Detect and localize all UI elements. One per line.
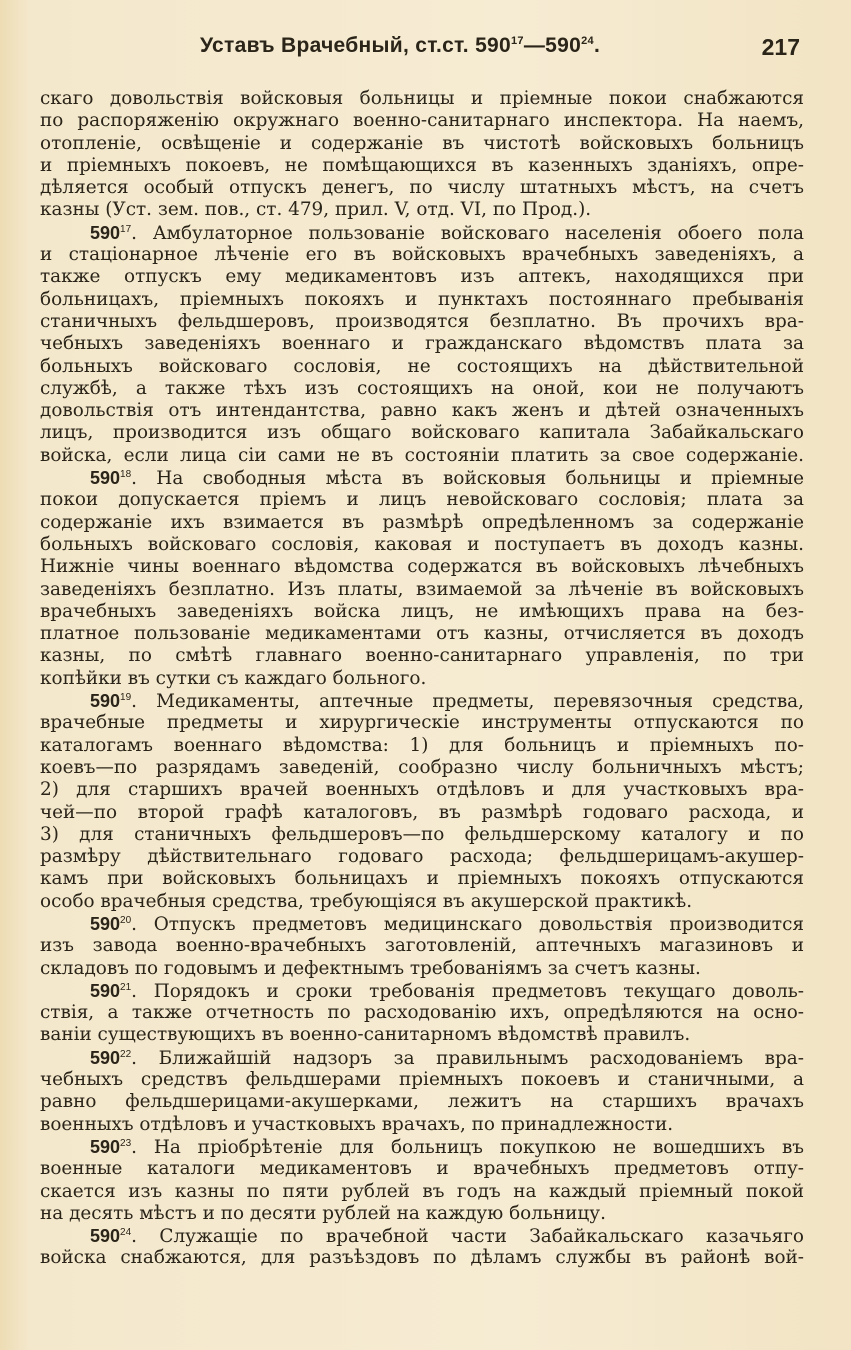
- article-number-sup: 20: [120, 914, 132, 926]
- text-line: [40, 289, 804, 311]
- line-text: врачебныхъ заведеніяхъ войска лицъ, не имѣющихъ права на без-: [40, 600, 804, 622]
- article-number-base: 590: [90, 1136, 121, 1157]
- article-start-line: [40, 1047, 804, 1069]
- text-line: [40, 1069, 804, 1091]
- line-text: чебныхъ заведеніяхъ военнаго и гражданскаго вѣдомствъ плата за: [40, 333, 804, 355]
- text-line: [40, 735, 804, 757]
- line-text: заведеніяхъ безплатно. Изъ платы, взимаемой за лѣченіе въ войсковыхъ: [40, 578, 804, 600]
- article-number-base: 590: [90, 222, 121, 243]
- article-number-sup: 17: [120, 223, 132, 235]
- text-line: [40, 199, 804, 221]
- text-line: [40, 356, 804, 378]
- text-line: [40, 445, 804, 467]
- article-number: [90, 691, 131, 711]
- article-number-base: 590: [90, 468, 121, 489]
- article-number-sup: 22: [120, 1048, 132, 1060]
- line-text: ствія, а также отчетность по расходованію ихъ, опредѣляются на осно-: [40, 1002, 804, 1024]
- line-text: . Отпускъ предметовъ медицинскаго довольствія производится: [131, 913, 804, 935]
- line-text: 3) для станичныхъ фельдшеровъ—по фельдшерскому каталогу и по: [40, 823, 804, 845]
- line-text: войска снабжаются, для разъѣздовъ по дѣламъ службы въ районѣ вой-: [40, 1247, 804, 1269]
- line-text: дѣляется особый отпускъ денегъ, по числу штатныхъ мѣстъ, на счетъ: [40, 177, 804, 199]
- text-line: [40, 868, 804, 890]
- line-text: станичныхъ фельдшеровъ, производятся безплатно. Въ прочихъ вра-: [40, 310, 804, 332]
- text-line: [40, 757, 804, 779]
- line-text: коевъ—по разрядамъ заведеній, сообразно числу больничныхъ мѣстъ;: [40, 756, 804, 778]
- article-number-sup: 21: [120, 981, 132, 993]
- line-text: 2) для старшихъ врачей военныхъ отдѣловъ и для участковыхъ вра-: [40, 779, 804, 801]
- line-text: также отпускъ ему медикаментовъ изъ аптекъ, находящихся при: [40, 266, 804, 288]
- text-line: [40, 779, 804, 801]
- line-text: равно фельдшерицами-акушерками, лежитъ на старшихъ врачахъ: [40, 1091, 804, 1113]
- body-text: [40, 88, 804, 1270]
- text-line: [40, 579, 804, 601]
- text-line: [40, 1247, 804, 1269]
- article-number-sup: 18: [120, 469, 132, 481]
- text-line: [40, 1203, 804, 1225]
- article-number-base: 590: [90, 691, 121, 712]
- line-text: Нижніе чины военнаго вѣдомства содержатся въ войсковыхъ лѣчебныхъ: [40, 556, 804, 578]
- article-number-base: 590: [90, 980, 121, 1001]
- article-number: [90, 223, 131, 243]
- text-line: [40, 88, 804, 110]
- article-number-sup: 24: [120, 1227, 132, 1239]
- text-line: [40, 824, 804, 846]
- article-number-base: 590: [90, 913, 121, 934]
- article-number: [90, 1226, 131, 1246]
- running-title-text: Уставъ Врачебный, ст.ст. 590: [200, 34, 512, 57]
- text-line: [40, 110, 804, 132]
- article-number-sup: 23: [120, 1137, 132, 1149]
- line-text: скается изъ казны по пяти рублей въ годъ на каждый пріемный покой: [40, 1180, 804, 1202]
- line-text: службѣ, а также тѣхъ изъ состоящихъ на оной, кои не получаютъ: [40, 377, 804, 399]
- text-line: [40, 534, 804, 556]
- line-text: больныхъ войсковаго сословія, каковая и поступаетъ въ доходъ казны.: [40, 533, 804, 555]
- running-title-range: —590: [523, 34, 582, 57]
- text-line: [40, 489, 804, 511]
- text-line: [40, 958, 804, 980]
- text-line: [40, 935, 804, 957]
- line-text: изъ завода военно-врачебныхъ заготовленій, аптечныхъ магазиновъ и: [40, 935, 804, 957]
- line-text: особо врачебныя средства, требующіяся въ акушерской практикѣ.: [40, 890, 693, 912]
- line-text: по распоряженію окружнаго военно-санитарнаго инспектора. На наемъ,: [40, 110, 804, 132]
- line-text: и стаціонарное лѣченіе его въ войсковыхъ врачебныхъ заведеніяхъ, а: [40, 244, 804, 266]
- line-text: копѣйки въ сутки съ каждаго больного.: [40, 667, 427, 689]
- line-text: лицъ, производится изъ общаго войсковаго капитала Забайкальскаго: [40, 422, 804, 444]
- article-number: [90, 1137, 131, 1157]
- article-number: [90, 1048, 131, 1068]
- text-line: [40, 645, 804, 667]
- line-text: на десять мѣстъ и по десяти рублей на каждую больницу.: [40, 1202, 606, 1224]
- article-start-line: [40, 980, 804, 1002]
- line-text: казны (Уст. зем. пов., ст. 479, прил. V, отд. VI, по Прод.).: [40, 199, 592, 221]
- article-number: [90, 468, 131, 488]
- running-title-sup-start: 17: [511, 35, 524, 47]
- text-line: [40, 266, 804, 288]
- line-text: покои допускается пріемъ и лицъ невойсковаго сословія; плата за: [40, 489, 804, 511]
- line-text: складовъ по годовымъ и дефектнымъ требованіямъ за счетъ казны.: [40, 957, 701, 979]
- text-line: [40, 668, 804, 690]
- text-line: [40, 133, 804, 155]
- line-text: чебныхъ средствъ фельдшерами пріемныхъ покоевъ и станичными, а: [40, 1069, 804, 1091]
- article-start-line: [40, 913, 804, 935]
- line-text: . На пріобрѣтеніе для больницъ покупкою не вошедшихъ въ: [131, 1136, 804, 1158]
- text-line: [40, 891, 804, 913]
- line-text: военные каталоги медикаментовъ и врачебныхъ предметовъ отпу-: [40, 1158, 804, 1180]
- text-line: [40, 1181, 804, 1203]
- article-number: [90, 981, 131, 1001]
- text-line: [40, 712, 804, 734]
- line-text: . Порядокъ и сроки требованія предметовъ текущаго доволь-: [131, 980, 804, 1002]
- line-text: больныхъ войсковаго сословія, не состоящихъ на дѣйствительной: [40, 355, 804, 377]
- line-text: и пріемныхъ покоевъ, не помѣщающихся въ казенныхъ зданіяхъ, опре-: [40, 154, 804, 176]
- line-text: ваніи существующихъ въ военно-санитарномъ вѣдомствѣ правилъ.: [40, 1024, 691, 1046]
- article-start-line: [40, 690, 804, 712]
- article-start-line: [40, 1136, 804, 1158]
- text-line: [40, 601, 804, 623]
- text-line: [40, 311, 804, 333]
- line-text: войска, если лица сіи сами не въ состояніи платить за свое содержаніе.: [40, 444, 804, 466]
- text-line: [40, 512, 804, 534]
- line-text: каталогамъ военнаго вѣдомства: 1) для больницъ и пріемныхъ по-: [40, 734, 804, 756]
- line-text: содержаніе ихъ взимается въ размѣрѣ опредѣленномъ за содержаніе: [40, 511, 804, 533]
- page-number: 217: [761, 34, 800, 60]
- text-line: [40, 1091, 804, 1113]
- line-text: чей—по второй графѣ каталоговъ, въ размѣрѣ годоваго расхода, и: [40, 801, 804, 823]
- line-text: . На свободныя мѣста въ войсковыя больницы и пріемные: [131, 468, 804, 490]
- text-line: [40, 556, 804, 578]
- article-number-sup: 19: [120, 692, 132, 704]
- text-line: [40, 333, 804, 355]
- line-text: платное пользованіе медикаментами отъ казны, отчисляется въ доходъ: [40, 623, 804, 645]
- text-line: [40, 1158, 804, 1180]
- article-number-base: 590: [90, 1226, 121, 1247]
- text-line: [40, 1002, 804, 1024]
- line-text: размѣру дѣйствительнаго годоваго расхода; фельдшерицамъ-акушер-: [40, 846, 804, 868]
- text-line: [40, 1114, 804, 1136]
- article-number: [90, 914, 131, 934]
- text-line: [40, 244, 804, 266]
- text-line: [40, 155, 804, 177]
- line-text: отопленіе, освѣщеніе и содержаніе въ чистотѣ войсковыхъ больницъ: [40, 132, 804, 154]
- text-line: [40, 802, 804, 824]
- line-text: . Ближайшій надзоръ за правильнымъ расходованіемъ вра-: [131, 1047, 804, 1069]
- running-title-period: .: [593, 34, 601, 57]
- text-line: [40, 422, 804, 444]
- line-text: . Служащіе по врачебной части Забайкальскаго казачьяго: [131, 1226, 804, 1248]
- article-start-line: [40, 222, 804, 244]
- line-text: больницахъ, пріемныхъ покояхъ и пунктахъ постояннаго пребыванія: [40, 288, 804, 310]
- text-line: [40, 1024, 804, 1046]
- article-start-line: [40, 1225, 804, 1247]
- article-start-line: [40, 467, 804, 489]
- text-line: [40, 378, 804, 400]
- line-text: военныхъ отдѣловъ и участковыхъ врачахъ, по принадлежности.: [40, 1113, 674, 1135]
- line-text: врачебные предметы и хирургическіе инструменты отпускаются по: [40, 712, 804, 734]
- text-line: [40, 400, 804, 422]
- running-title: [200, 34, 600, 58]
- text-line: [40, 177, 804, 199]
- article-number-base: 590: [90, 1047, 121, 1068]
- line-text: скаго довольствія войсковыя больницы и пріемные покои снабжаются: [40, 88, 804, 109]
- text-line: [40, 846, 804, 868]
- line-text: . Амбулаторное пользованіе войсковаго населенія обоего пола: [131, 222, 804, 244]
- line-text: казны, по смѣтѣ главнаго военно-санитарнаго управленія, по три: [40, 645, 804, 667]
- text-line: [40, 623, 804, 645]
- running-header: [40, 34, 800, 64]
- line-text: камъ при войсковыхъ больницахъ и пріемныхъ покояхъ отпускаются: [40, 868, 804, 890]
- line-text: довольствія отъ интендантства, равно какъ женъ и дѣтей означенныхъ: [40, 400, 804, 422]
- line-text: . Медикаменты, аптечные предметы, перевязочныя средства,: [131, 691, 804, 713]
- running-title-sup-end: 24: [581, 35, 594, 47]
